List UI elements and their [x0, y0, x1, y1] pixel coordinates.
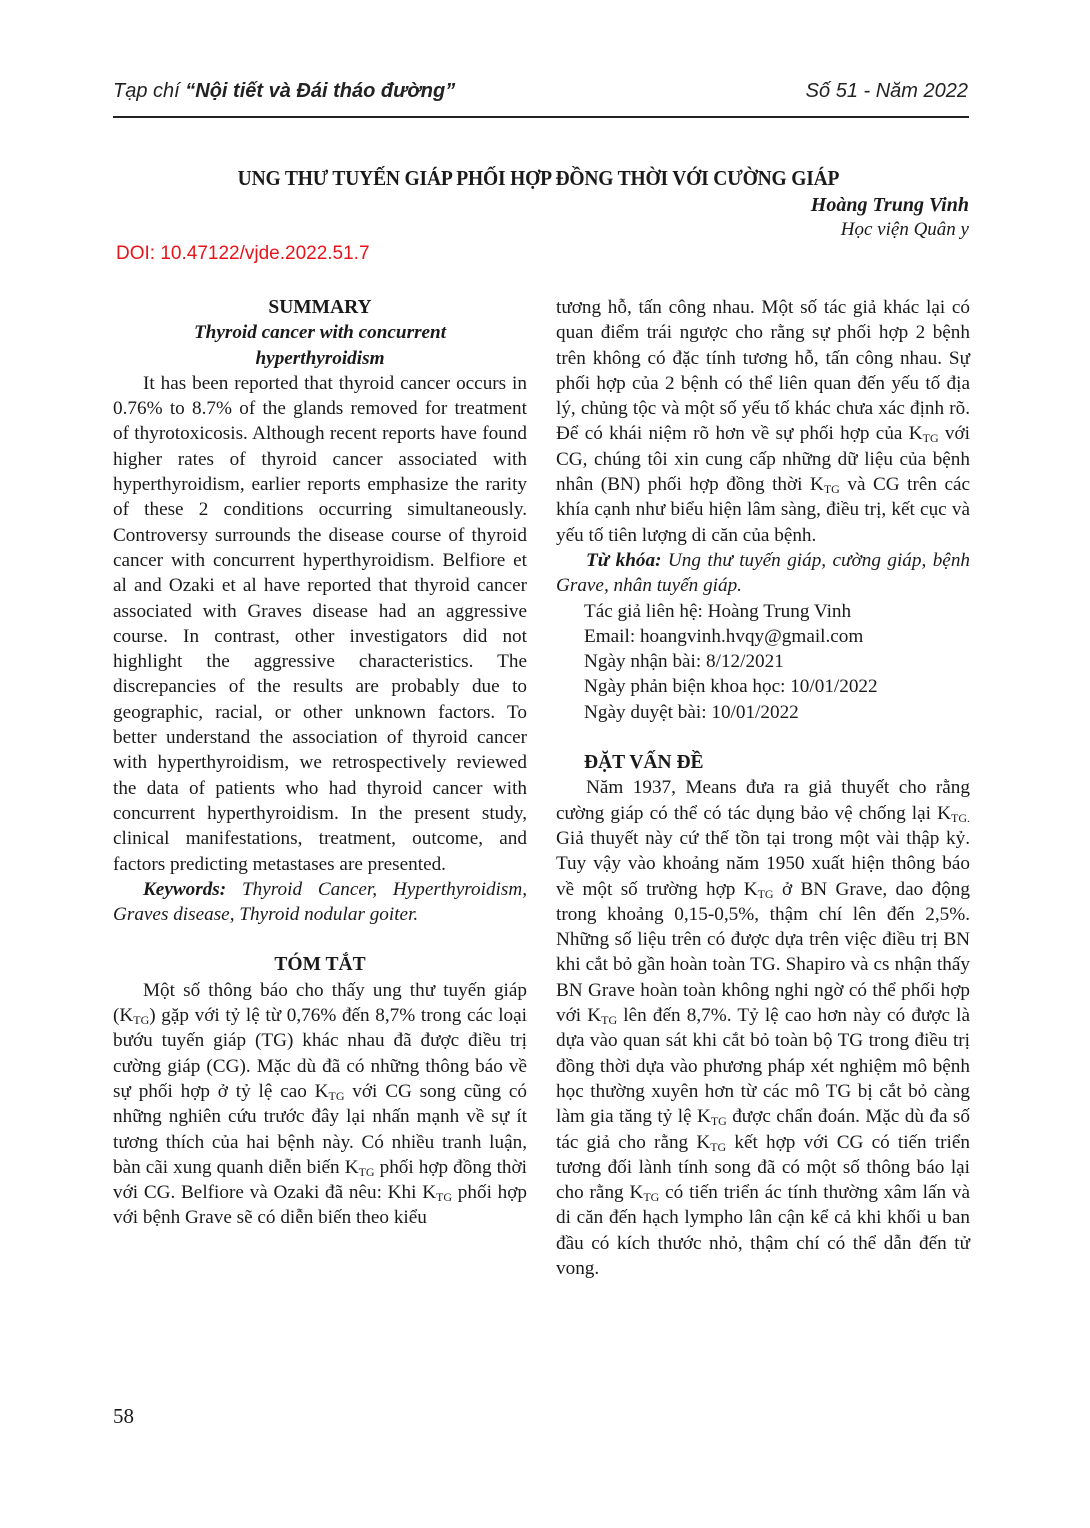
text-segment: ) gặp với tỷ lệ từ 0,76% đến 8,7% trong các loại bướu tuyến giáp (TG) khác nhau đã được điều trị cường giáp (CG). Mặc dù đã có những thông báo về sự phối hợp ở tỷ lệ cao K [113, 1005, 527, 1102]
journal-name [113, 80, 455, 103]
received-date: Ngày nhận bài: 8/12/2021 [584, 651, 784, 673]
article-title: UNG THƯ TUYẾN GIÁP PHỐI HỢP ĐỒNG THỜI VỚI CƯỜNG GIÁP [237, 166, 840, 190]
subscript: TG [133, 1013, 150, 1028]
keywords-label: Keywords: [143, 878, 227, 900]
tomtat-body-continued [556, 295, 970, 548]
spacer [556, 725, 970, 750]
page-number: 58 [113, 1404, 134, 1428]
subscript: TG [601, 1013, 618, 1028]
left-column [113, 295, 527, 1231]
text-segment: kết hợp với CG có tiến triển tương đối lành tính song đã có một số thông báo lại cho rằng K [556, 1131, 970, 1204]
text-segment: được chẩn đoán. Mặc dù đa số tác giả cho rằng K [556, 1106, 970, 1153]
subscript: TG [710, 1139, 727, 1154]
subscript: TG [436, 1190, 453, 1205]
article-author: Hoàng Trung Vinh [810, 194, 969, 216]
running-header [113, 80, 968, 108]
text-segment: có tiến triển ác tính thường xâm lấn và di căn đến hạch lympho lân cận kể cả khi khối u ban đầu có kích thước nhỏ, thậm chí có thể dẫn đến tử vong. [556, 1182, 971, 1279]
journal-title: “Nội tiết và Đái tháo đường” [185, 80, 456, 102]
text-segment: và CG trên các khía cạnh như biểu hiện lâm sàng, điều trị, kết cục và yếu tố tiên lượng di căn của bệnh. [556, 474, 971, 546]
issue-number: Số 51 - Năm 2022 [805, 80, 968, 102]
text-segment: với CG, chúng tôi xin cung cấp những dữ liệu của bệnh nhân (BN) phối hợp đồng thời K [556, 423, 970, 496]
text-segment: Một số thông báo cho thấy ung thư tuyến giáp (K [113, 979, 527, 1027]
keywords-text: Thyroid Cancer, Hyperthyroidism, Graves disease, Thyroid nodular goiter. [113, 878, 527, 926]
subscript: TG [922, 431, 939, 446]
tomtat-body [113, 978, 527, 1231]
spacer [113, 927, 527, 952]
text-segment: phối hợp đồng thời với CG. Belfiore và Ozaki đã nêu: Khi K [113, 1156, 527, 1204]
subscript: TG [710, 1114, 727, 1129]
subscript: TG [328, 1088, 345, 1103]
summary-body: It has been reported that thyroid cancer occurs in 0.76% to 8.7% of the glands removed for treatment of thyrotoxicosis. Although recent reports have found higher rates of thyroid cancer associated with hyperthyroidism, earlier reports emphasize the rarity of these 2 conditions occurring simultaneously. Controversy surrounds the disease course of thyroid cancer with concurrent hyperthyroidism. Belfiore et al and Ozaki et al have reported that thyroid cancer associated with Graves disease had an aggressive course. In contrast, other investigators did not highlight the aggressive characteristics. The discrepancies of the results are probably due to geographic, racial, or other unknown factors. To better understand the association of thyroid cancer with hyperthyroidism, we retrospectively reviewed the data of patients who had thyroid cancer with concurrent hyperthyroidism. In the present study, clinical manifestations, treatment, outcome, and factors predicting metastases are presented. [113, 372, 527, 875]
text-segment: phối hợp với bệnh Grave sẽ có diễn biến theo kiểu [113, 1182, 527, 1229]
contact-author: Tác giả liên hệ: Hoàng Trung Vinh [584, 600, 852, 622]
subscript: TG [643, 1190, 660, 1205]
subscript: TG [757, 886, 774, 901]
reviewed-date: Ngày phản biện khoa học: 10/01/2022 [584, 676, 878, 698]
doi-link[interactable]: DOI: 10.47122/vjde.2022.51.7 [116, 243, 370, 264]
subscript: TG [823, 482, 840, 497]
contact-email[interactable]: Email: hoangvinh.hvqy@gmail.com [584, 625, 864, 647]
accepted-date: Ngày duyệt bài: 10/01/2022 [584, 701, 799, 723]
header-divider [113, 116, 969, 118]
journal-prefix: Tạp chí [113, 80, 186, 102]
text-segment: ở BN Grave, dao động trong khoảng 0,15-0,5%, thậm chí lên đến 2,5%. Những số liệu trên có được dựa trên việc điều trị BN khi cắt bỏ gần hoàn toàn TG. Shapiro và cs nhận thấy BN Grave hoàn toàn không nghi ngờ có thể phối hợp với K [556, 878, 970, 1027]
intro-body [556, 775, 970, 1281]
tomtat-heading: TÓM TẮT [274, 954, 366, 976]
subscript: TG [358, 1164, 375, 1179]
text-segment: Năm 1937, Means đưa ra giả thuyết cho rằng cường giáp có thể có tác dụng bảo vệ chống lại K [556, 777, 970, 824]
summary-subtitle-line1: Thyroid cancer with concurrent [193, 322, 447, 344]
tomtat-keywords [556, 548, 970, 599]
tukhoa-text: Ung thư tuyến giáp, cường giáp, bệnh Grave, nhân tuyến giáp. [556, 549, 971, 597]
summary-heading: SUMMARY [268, 297, 372, 318]
text-segment: tương hỗ, tấn công nhau. Một số tác giả khác lại có quan điểm trái ngược cho rằng sự phối hợp 2 bệnh trên không có đặc tính tương hỗ, tấn công nhau. Sự phối hợp của 2 bệnh có thể liên quan đến yếu tố địa lý, chủng tộc và một số yếu tố khác chưa xác định rõ. Để có khái niệm rõ hơn về sự phối hợp của K [556, 297, 970, 445]
tukhoa-label: Từ khóa: [586, 549, 662, 571]
intro-heading: ĐẶT VẤN ĐỀ [584, 752, 704, 774]
text-segment: với CG song cũng có những nghiên cứu trước đây lại nhấn mạnh về sự ít tương thích của hai bệnh này. Có nhiều tranh luận, bàn cãi xung quanh diễn biến K [113, 1080, 527, 1178]
text-segment: Giả thuyết này cứ thế tồn tại trong một vài thập kỷ. Tuy vậy vào khoảng năm 1950 xuất hiện thông báo về một số trường hợp K [556, 827, 970, 900]
summary-keywords [113, 877, 527, 928]
right-column [556, 295, 970, 1281]
author-affiliation: Học viện Quân y [840, 219, 969, 240]
summary-subtitle-line2: hyperthyroidism [255, 347, 385, 369]
text-segment: lên đến 8,7%. Tỷ lệ cao hơn này có được là dựa vào quan sát khi cắt bỏ toàn bộ TG trong điều trị đồng thời dựa vào phương pháp xét nghiệm mô bệnh học thường xuyên hơn từ các mô TG bị cắt bỏ càng làm gia tăng tỷ lệ K [556, 1005, 970, 1128]
subscript: TG. [951, 810, 970, 825]
